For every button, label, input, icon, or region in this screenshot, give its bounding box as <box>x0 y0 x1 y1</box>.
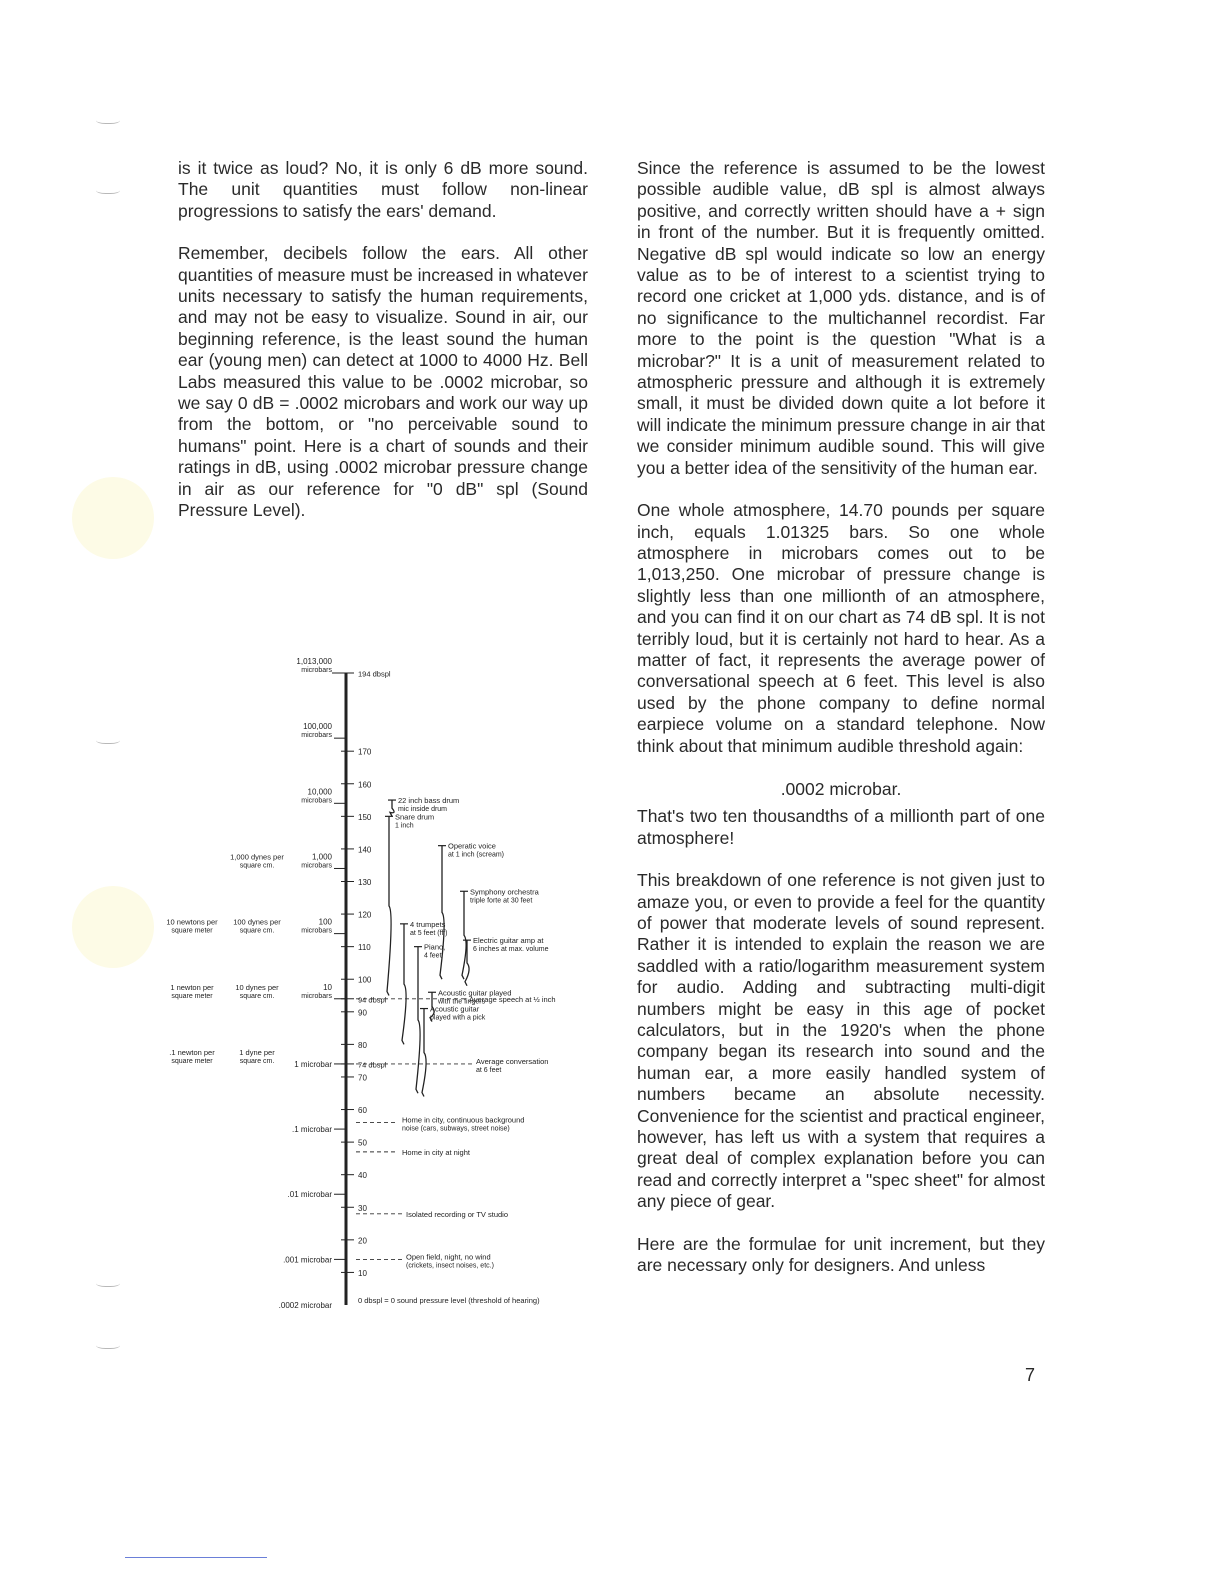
microbar-label: .0002 microbar <box>278 1301 332 1310</box>
paragraph: That's two ten thousandths of a millionth part of one atmosphere! <box>637 806 1045 848</box>
chart-tick-label: 130 <box>358 877 372 887</box>
page-edge-mark <box>96 1340 120 1349</box>
microbar-label: microbars <box>301 927 332 935</box>
chart-tick-label: 160 <box>358 780 372 790</box>
chart-tick-label: 74 dbspl <box>358 1060 387 1070</box>
sound-level-chart <box>160 655 590 1320</box>
microbar-label: 100 <box>318 917 332 927</box>
source-label: played with a pick <box>430 1014 486 1022</box>
source-label: 4 trumpets <box>410 919 446 929</box>
paragraph: This breakdown of one reference is not given just to amaze you, or even to provide a feel for the quantity of power that moderate levels of sound represent. Rather it is intended to explain the reason we are saddled with a ratio/logarithm measurement system for audio. Adding and subtracting multi-digit numbers might be easy in this age of pocket calculators, but in the 1920's when the phone company began its research into sound and the human ear, a more easily handled system of numbers became an absolute necessity. Convenience for the scientist and practical engineer, however, has left us with a system that requires a great deal of complex explanation before you can read and correctly interpret a "spec sheet" for almost any piece of gear. <box>637 870 1045 1212</box>
microbar-label: .1 microbar <box>291 1125 332 1135</box>
newtons-label: square meter <box>171 927 213 935</box>
page-edge-mark <box>96 735 120 744</box>
dynes-label: square cm. <box>239 862 275 870</box>
reference-label: Average conversation <box>476 1056 549 1066</box>
source-label: Piano, <box>424 942 446 952</box>
page-edge-mark <box>96 1278 120 1287</box>
chart-tick-label: 90 <box>358 1008 367 1018</box>
microbar-label: 1,013,000 <box>296 657 332 666</box>
chart-tick-label: 40 <box>358 1171 367 1181</box>
microbar-label: 10,000 <box>307 787 332 797</box>
source-label: at 1 inch (scream) <box>448 851 505 859</box>
chart-tick-label: 110 <box>358 943 371 953</box>
newtons-label: 10 newtons per <box>166 917 218 927</box>
chart-tick-label: 80 <box>358 1040 367 1050</box>
chart-tick-label: 100 <box>358 975 372 985</box>
page-edge-mark <box>96 115 120 124</box>
chart-tick-label: 50 <box>358 1138 367 1148</box>
source-range-line <box>390 800 394 816</box>
source-label: triple forte at 30 feet <box>470 897 533 905</box>
reference-label: noise (cars, subways, street noise) <box>402 1125 510 1133</box>
chart-tick-label: 0 dbspl = 0 sound pressure level (threshold of hearing) <box>358 1296 540 1305</box>
microbar-label: 1,000 <box>311 852 332 862</box>
dynes-label: 10 dynes per <box>235 982 279 992</box>
chart-tick-label: 20 <box>358 1236 367 1246</box>
chart-tick-label: 94 dbspl <box>358 995 387 1005</box>
microbar-label: .001 microbar <box>283 1255 332 1265</box>
chart-tick-label: 140 <box>358 845 372 855</box>
reference-label: Isolated recording or TV studio <box>406 1209 509 1219</box>
reference-label: Home in city, continuous background <box>402 1115 525 1125</box>
source-label: with the fingers <box>438 998 486 1006</box>
source-label: mic inside drum <box>398 806 448 814</box>
footnote-rule <box>125 1557 267 1558</box>
source-label: Acoustic guitar played <box>438 988 512 998</box>
microbar-label: 10 <box>323 982 332 992</box>
source-label: Electric guitar amp at <box>473 936 544 946</box>
dynes-label: square cm. <box>239 992 275 1000</box>
source-range-line <box>422 1009 426 1097</box>
left-column <box>178 158 588 543</box>
paragraph: is it twice as loud? No, it is only 6 dB more sound. The unit quantities must follow non-linear progressions to satisfy the ears' demand. <box>178 158 588 221</box>
binder-hole-lower <box>72 886 154 968</box>
chart-tick-label: 30 <box>358 1203 367 1213</box>
microbar-label: .01 microbar <box>287 1190 332 1200</box>
microbar-label: 100,000 <box>303 722 332 732</box>
source-range-line <box>402 924 406 1045</box>
source-label: at 5 feet (fff) <box>410 929 448 937</box>
newtons-label: 1 newton per <box>170 982 214 992</box>
page-edge-mark <box>96 185 120 194</box>
source-range-line <box>387 816 391 995</box>
dynes-label: square cm. <box>239 1057 275 1065</box>
dynes-label: square cm. <box>239 927 275 935</box>
reference-label: Average speech at ½ inch <box>469 994 556 1004</box>
reference-label: at 6 feet <box>476 1066 502 1074</box>
source-label: 4 feet <box>424 952 442 960</box>
microbar-label: microbars <box>301 732 332 740</box>
source-label: 22 inch bass drum <box>398 796 460 806</box>
microbar-label: microbars <box>301 797 332 805</box>
microbar-label: 1 microbar <box>294 1059 332 1069</box>
source-label: 6 inches at max. volume <box>473 946 549 954</box>
paragraph: Since the reference is assumed to be the lowest possible audible value, dB spl is almost always positive, and correctly written should have a + sign in front of the number. But it is frequently omitted. Negative dB spl would indicate so low an energy value as to be of interest to a scientist trying to record one cricket at 1,000 yds. distance, and is of no significance to the multichannel recordist. Far more to the point is the question "What is a microbar?" It is a unit of measurement related to atmospheric pressure and although it is extremely small, it must be divided down quite a lot before it will indicate the minimum pressure change in air that we consider minimum audible sound. This will give you a better idea of the sensitivity of the human ear. <box>637 158 1045 478</box>
paragraph: Here are the formulae for unit increment, but they are necessary only for designers. And unless <box>637 1233 1045 1276</box>
dynes-label: 1,000 dynes per <box>230 852 284 862</box>
source-label: Symphony orchestra <box>470 887 539 897</box>
paragraph: One whole atmosphere, 14.70 pounds per square inch, equals 1.01325 bars. So one whole atmosphere in microbars comes out to be 1,013,250. One microbar of pressure change is slightly less than one millionth of an atmosphere, and you can find it on our chart as 74 dB spl. It is not terribly loud, but it is certainly not hard to hear. As a matter of fact, it represents the average power of conversational speech at 6 feet. This level is also used by the phone company to define normal earpiece volume on a standard telephone. Now think about that minimum audible threshold again: <box>637 500 1045 756</box>
microbar-label: microbars <box>301 862 332 870</box>
newtons-label: square meter <box>171 1057 213 1065</box>
reference-label: (crickets, insect noises, etc.) <box>406 1262 494 1270</box>
chart-tick-label: 60 <box>358 1106 367 1116</box>
newtons-label: square meter <box>171 992 213 1000</box>
source-label: Acoustic guitar <box>430 1004 480 1014</box>
microbar-label: microbars <box>301 667 332 674</box>
chart-tick-label: 10 <box>358 1268 367 1278</box>
microbar-label: microbars <box>301 992 332 1000</box>
paragraph: .0002 microbar. <box>780 778 902 799</box>
chart-tick-label: 70 <box>358 1073 367 1083</box>
dynes-label: 1 dyne per <box>239 1047 275 1057</box>
reference-label: Home in city at night <box>402 1147 470 1157</box>
chart-tick-label: 150 <box>358 812 372 822</box>
source-label: 1 inch <box>395 822 414 830</box>
page-number: 7 <box>1025 1365 1036 1385</box>
source-label: Snare drum <box>395 812 435 822</box>
binder-hole-upper <box>72 477 154 559</box>
dynes-label: 100 dynes per <box>233 917 281 927</box>
reference-label: Open field, night, no wind <box>406 1252 491 1262</box>
chart-tick-label: 194 dbspl <box>358 669 391 679</box>
chart-tick-label: 120 <box>358 910 372 920</box>
paragraph: Remember, decibels follow the ears. All other quantities of measure must be increased in whatever units necessary to satisfy the human requirements, and may not be easy to visualize. Sound in air, our beginning reference, is the least sound the human ear (young men) can detect at 1000 to 4000 Hz. Bell Labs measured this value to be .0002 microbar, so we say 0 dB = .0002 microbars and work our way up from the bottom, or "no perceivable sound to humans" point. Here is a chart of sounds and their ratings in dB, using .0002 microbar pressure change in air as our reference for "0 dB" spl (Sound Pressure Level). <box>178 243 588 521</box>
chart-tick-label: 170 <box>358 747 372 757</box>
newtons-label: .1 newton per <box>169 1047 215 1057</box>
source-range-line <box>462 891 466 979</box>
source-range-line <box>416 947 420 1094</box>
source-label: Operatic voice <box>448 841 496 851</box>
right-column <box>637 158 1045 1298</box>
